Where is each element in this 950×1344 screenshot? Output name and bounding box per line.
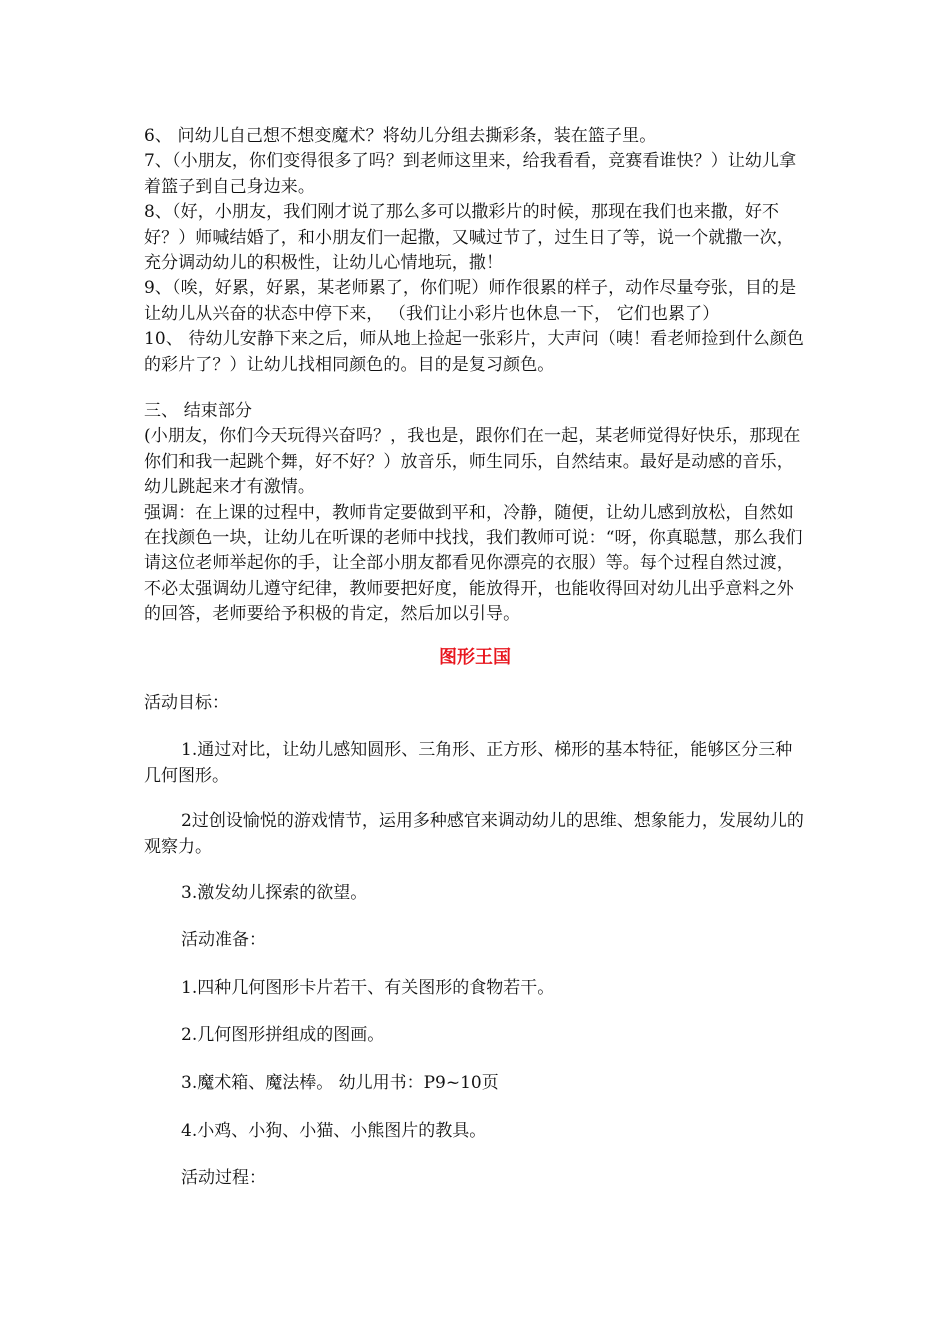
- step-6: 6、 问幼儿自己想不想变魔术？将幼儿分组去撕彩条，装在篮子里。: [144, 126, 657, 146]
- goal-2: 2过创设愉悦的游戏情节，运用多种感官来调动幼儿的思维、想象能力，发展幼儿的观察力。: [144, 811, 804, 857]
- process-heading: 活动过程：: [181, 1168, 266, 1188]
- prep-4: 4.小鸡、小狗、小猫、小熊图片的教具。: [181, 1121, 487, 1141]
- step-10: 10、 待幼儿安静下来之后，师从地上捡起一张彩片，大声问（咦！看老师捡到什么颜色的彩片了？）让幼儿找相同颜色的。目的是复习颜色。: [144, 329, 805, 375]
- section-3-heading: 三、 结束部分: [144, 401, 253, 421]
- goals-heading: 活动目标：: [144, 693, 229, 713]
- prep-1: 1.四种几何图形卡片若干、有关图形的食物若干。: [181, 978, 555, 998]
- section-3-body: (小朋友，你们今天玩得兴奋吗？，我也是，跟你们在一起，某老师觉得好快乐，那现在你们和我一起跳个舞，好不好？）放音乐，师生同乐，自然结束。最好是动感的音乐， 幼儿跳起来才有激情。: [144, 426, 801, 498]
- lesson-title: 图形王国: [439, 647, 511, 668]
- section-3-emphasis: 强调：在上课的过程中，教师肯定要做到平和，冷静，随便，让幼儿感到放松，自然如在找颜色一块，让幼儿在听课的老师中找找，我们教师可说：“呀，你真聪慧，那么我们请这位老师举起你的手，让全部小朋友都看见你漂亮的衣服）等。每个过程自然过渡，不必太强调幼儿遵守纪律，教师要把好度，能放得开，也能收得回对幼儿出乎意料之外的回答，老师要给予积极的肯定，然后加以引导。: [144, 502, 803, 625]
- goal-1: 1.通过对比，让幼儿感知圆形、三角形、正方形、梯形的基本特征，能够区分三种几何图形。: [144, 740, 793, 786]
- prep-heading: 活动准备：: [181, 930, 266, 950]
- step-7: 7、（小朋友，你们变得很多了吗？到老师这里来，给我看看，竞赛看谁快？）让幼儿拿着篮子到自己身边来。: [144, 151, 797, 197]
- step-8: 8、（好，小朋友，我们刚才说了那么多可以撒彩片的时候，那现在我们也来撒，好不好？）师喊结婚了，和小朋友们一起撒，又喊过节了，过生日了等，说一个就撒一次， 充分调动幼儿的积极性，让幼儿心情地玩，撒！: [144, 202, 794, 274]
- goal-3: 3.激发幼儿探索的欲望。: [181, 883, 368, 903]
- steps-block: [144, 124, 806, 378]
- step-9: 9、（唉，好累，好累，某老师累了，你们呢）师作很累的样子，动作尽量夸张，目的是让幼儿从兴奋的状态中停下来， （我们让小彩片也休息一下， 它们也累了）: [144, 278, 797, 324]
- prep-3: 3.魔术箱、魔法棒。 幼儿用书：P9~10页: [181, 1073, 499, 1093]
- prep-2: 2.几何图形拼组成的图画。: [181, 1025, 385, 1045]
- section-3-block: [144, 399, 806, 628]
